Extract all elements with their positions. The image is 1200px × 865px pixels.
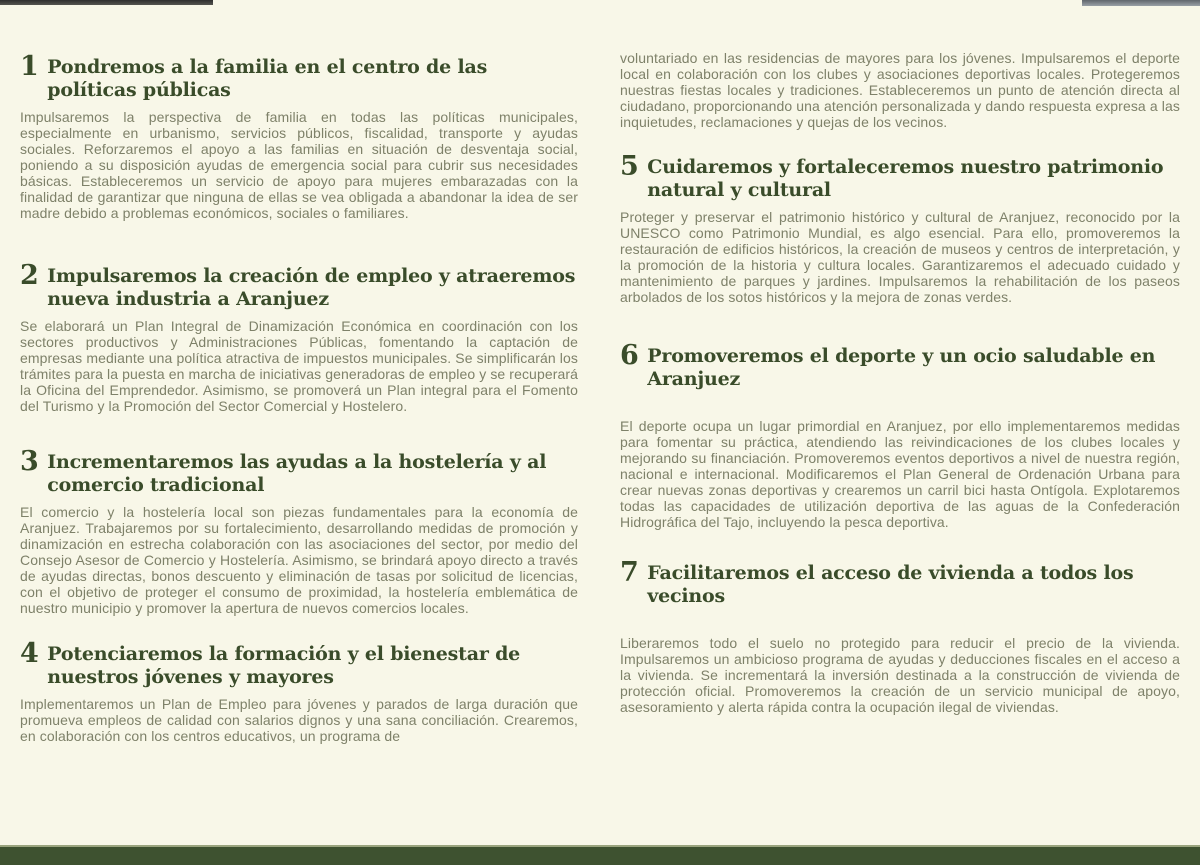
section-4-title: Potenciaremos la formación y el bienestar de nuestros jóvenes y mayores xyxy=(47,643,521,688)
section-1-number: 1 xyxy=(20,51,39,82)
section-2-title: Impulsaremos la creación de empleo y atraeremos nueva industria a Aranjuez xyxy=(47,265,576,310)
section-6-heading xyxy=(620,340,1180,391)
section-3-body: El comercio y la hostelería local son piezas fundamentales para la economía de Aranjuez. Trabajaremos por su fortalecimiento, desarrollando medidas de promoción y dinamización en estrecha colaboración con las asociaciones del sector, por medio del Consejo Asesor de Comercio y Hostelería. Asimismo, se brindará apoyo directo a través de ayudas directas, bonos descuento y eliminación de tasas por solicitud de licencias, con el objetivo de proteger el consumo de proximidad, la hostelería emblemática de nuestro municipio y promover la apertura de nuevos comercios locales. xyxy=(20,504,578,616)
section-4-heading xyxy=(20,638,578,689)
section-4-body: Implementaremos un Plan de Empleo para jóvenes y parados de larga duración que promueva empleos de calidad con salarios dignos y una sana conciliación. Crearemos, en colaboración con los centros educativos, un programa de xyxy=(20,696,578,744)
section-6 xyxy=(620,340,1180,530)
section-2-number: 2 xyxy=(20,260,39,291)
section-5-body: Proteger y preservar el patrimonio histórico y cultural de Aranjuez, reconocido por la UNESCO como Patrimonio Mundial, es algo esencial. Para ello, promoveremos la restauración de edificios históricos, la creación de museos y centros de interpretación, y la promoción de la historia y cultura locales. Garantizaremos el adecuado cuidado y mantenimiento de parques y jardines. Impulsaremos la rehabilitación de los paseos arbolados de los sotos históricos y la mejora de zonas verdes. xyxy=(620,209,1180,305)
section-2-heading xyxy=(20,260,578,311)
left-column xyxy=(20,0,578,744)
section-2 xyxy=(20,260,579,414)
right-column xyxy=(620,0,1180,715)
section-6-number: 6 xyxy=(620,340,639,371)
section-4 xyxy=(20,638,578,744)
footer-bar xyxy=(0,845,1200,865)
section-3-title: Incrementaremos las ayudas a la hostelería y al comercio tradicional xyxy=(47,451,547,496)
section-2-body: Se elaborará un Plan Integral de Dinamización Económica en coordinación con los sectores productivos y Administraciones Públicas, fomentando la captación de empresas mediante una política atractiva de impuestos municipales. Se simplificarán los trámites para la puesta en marcha de iniciativas generadoras de empleo y se recuperará la Oficina del Emprendedor. Asimismo, se promoverá un Plan integral para el Fomento del Turismo y la Promoción del Sector Comercial y Hostelero. xyxy=(20,318,579,414)
section-1-title: Pondremos a la familia en el centro de las políticas públicas xyxy=(47,56,488,101)
section-1-heading xyxy=(20,51,578,102)
section-7-number: 7 xyxy=(620,557,639,588)
section-6-title: Promoveremos el deporte y un ocio saludable en Aranjuez xyxy=(647,345,1156,390)
section-5 xyxy=(620,151,1180,305)
section-7-title: Facilitaremos el acceso de vivienda a todos los vecinos xyxy=(647,562,1134,607)
section-3-number: 3 xyxy=(20,446,39,477)
section-5-number: 5 xyxy=(620,151,639,182)
section-7-heading xyxy=(620,557,1180,608)
section-1 xyxy=(20,51,578,221)
section-6-body: El deporte ocupa un lugar primordial en Aranjuez, por ello implementaremos medidas para fomentar su práctica, atendiendo las reivindicaciones de los clubes locales y mejorando su financiación. Promoveremos eventos deportivos a nivel de nuestra región, nacional e internacional. Modificaremos el Plan General de Ordenación Urbana para crear nuevas zonas deportivas y crearemos un carril bici hasta Ontígola. Explotaremos todas las capacidades de utilización deportiva de las aguas de la Confederación Hidrográfica del Tajo, incluyendo la pesca deportiva. xyxy=(620,418,1180,530)
section-7 xyxy=(620,557,1180,715)
section-4-continuation-paragraph: voluntariado en las residencias de mayores para los jóvenes. Impulsaremos el deporte local en colaboración con los clubes y asociaciones deportivas locales. Protegeremos nuestras fiestas locales y tradiciones. Estableceremos un punto de atención directa al ciudadano, proporcionando una atención personalizada y dando respuesta expresa a las inquietudes, reclamaciones y quejas de los vecinos. xyxy=(620,50,1180,130)
section-7-body: Liberaremos todo el suelo no protegido para reducir el precio de la vivienda. Impulsaremos un ambicioso programa de ayudas y deducciones fiscales en el acceso a la vivienda. Se incrementará la inversión destinada a la construcción de vivienda de protección oficial. Promoveremos la creación de un servicio municipal de apoyo, asesoramiento y alerta rápida contra la ocupación ilegal de viviendas. xyxy=(620,635,1180,715)
section-1-body: Impulsaremos la perspectiva de familia en todas las políticas municipales, especialmente en urbanismo, servicios públicos, fiscalidad, transporte y ayudas sociales. Reforzaremos el apoyo a las familias en situación de desventaja social, poniendo a su disposición ayudas de emergencia social para cubrir sus necesidades básicas. Estableceremos un servicio de apoyo para mujeres embarazadas con la finalidad de garantizar que ninguna de ellas se vea obligada a abandonar la idea de ser madre debido a problemas económicos, sociales o familiares. xyxy=(20,109,578,221)
section-3-heading xyxy=(20,446,578,497)
section-5-heading xyxy=(620,151,1180,202)
section-3 xyxy=(20,446,578,616)
section-4-number: 4 xyxy=(20,638,39,669)
section-5-title: Cuidaremos y fortaleceremos nuestro patrimonio natural y cultural xyxy=(647,156,1164,201)
